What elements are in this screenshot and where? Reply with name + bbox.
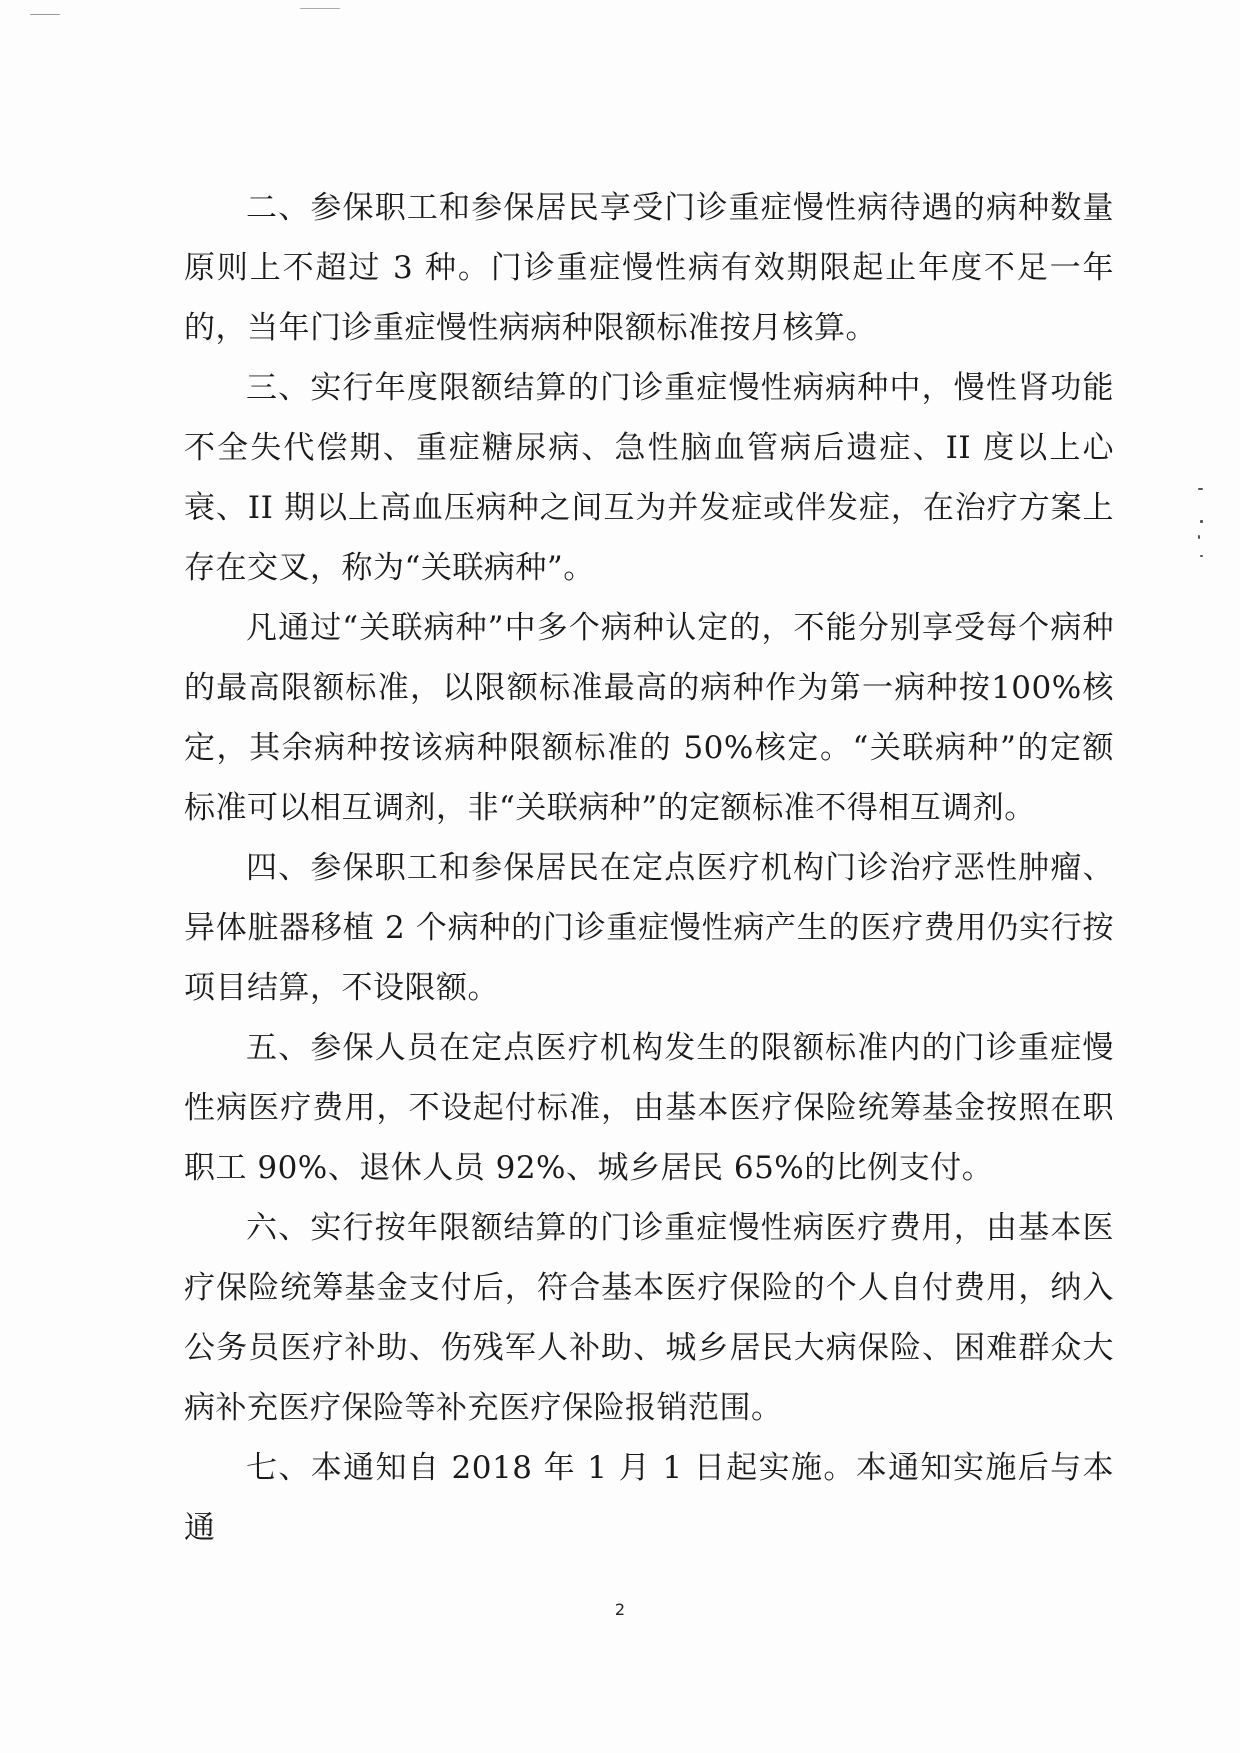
paragraph-5: 五、参保人员在定点医疗机构发生的限额标准内的门诊重症慢性病医疗费用，不设起付标准，由基本医疗保险统筹基金按照在职职工 90%、退休人员 92%、城乡居民 65%的比例支付。 bbox=[184, 1030, 1114, 1186]
document-body bbox=[184, 178, 1114, 1558]
scan-speck bbox=[1200, 555, 1203, 557]
scan-speck bbox=[1200, 520, 1203, 523]
paragraph-3: 三、实行年度限额结算的门诊重症慢性病病种中，慢性肾功能不全失代偿期、重症糖尿病、急性脑血管病后遗症、II 度以上心衰、II 期以上高血压病种之间互为并发症或伴发症，在治疗方案上存在交叉，称为“关联病种”。 bbox=[184, 370, 1114, 586]
paragraph-4: 四、参保职工和参保居民在定点医疗机构门诊治疗恶性肿瘤、异体脏器移植 2 个病种的门诊重症慢性病产生的医疗费用仍实行按项目结算，不设限额。 bbox=[184, 850, 1114, 1006]
scan-speck bbox=[1198, 488, 1203, 490]
paragraph-3-continued: 凡通过“关联病种”中多个病种认定的，不能分别享受每个病种的最高限额标准，以限额标准最高的病种作为第一病种按100%核定，其余病种按该病种限额标准的 50%核定。“关联病种”的定额标准可以相互调剂，非“关联病种”的定额标准不得相互调剂。 bbox=[184, 610, 1114, 826]
paragraph-2: 二、参保职工和参保居民享受门诊重症慢性病待遇的病种数量原则上不超过 3 种。门诊重症慢性病有效期限起止年度不足一年的，当年门诊重症慢性病病种限额标准按月核算。 bbox=[184, 190, 1114, 346]
scan-speck bbox=[1198, 535, 1200, 539]
scan-speck bbox=[30, 14, 60, 15]
page-number: 2 bbox=[614, 1600, 626, 1619]
paragraph-7: 七、本通知自 2018 年 1 月 1 日起实施。本通知实施后与本通 bbox=[184, 1450, 1114, 1546]
paragraph-6: 六、实行按年限额结算的门诊重症慢性病医疗费用，由基本医疗保险统筹基金支付后，符合基本医疗保险的个人自付费用，纳入公务员医疗补助、伤残军人补助、城乡居民大病保险、困难群众大病补充医疗保险等补充医疗保险报销范围。 bbox=[184, 1210, 1114, 1426]
scan-speck bbox=[300, 8, 340, 9]
